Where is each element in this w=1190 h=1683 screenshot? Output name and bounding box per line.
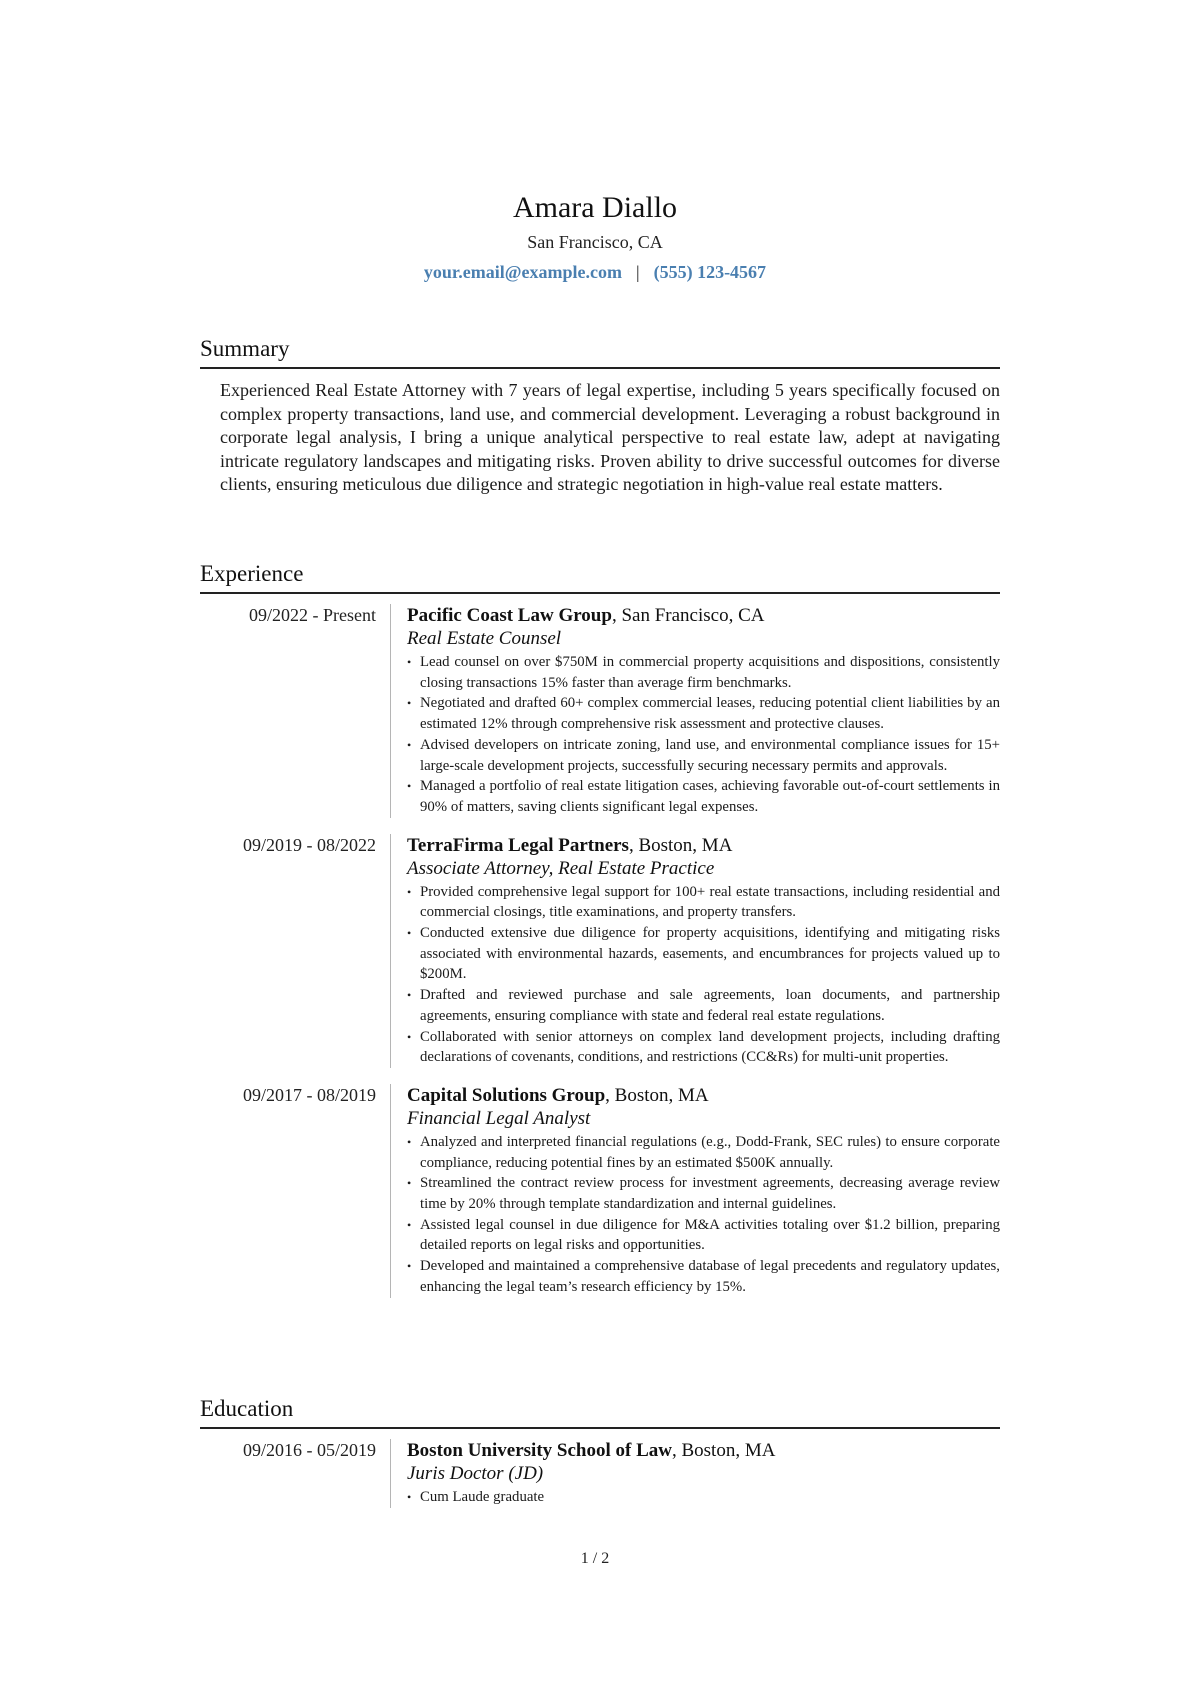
entry-body — [390, 1084, 1000, 1298]
experience-entry — [200, 1084, 1000, 1298]
entry-body — [390, 1439, 1000, 1508]
bullet-item: • Streamlined the contract review process for investment agreements, decreasing average review time by 20% through template standardization and internal guidelines. — [407, 1173, 1000, 1214]
bullet-item: • Developed and maintained a comprehensive database of legal precedents and regulatory updates, enhancing the legal team’s research efficiency by 15%. — [407, 1256, 1000, 1297]
entry-place: , Boston, MA — [671, 1440, 776, 1461]
bullet-item: • Conducted extensive due diligence for property acquisitions, identifying and mitigating risks associated with environmental hazards, easements, and encumbrances for projects valued up to $200M. — [407, 923, 1000, 985]
education-section — [200, 1394, 1000, 1508]
entry-organization: Pacific Coast Law Group — [407, 605, 612, 626]
entry-heading — [407, 834, 1000, 857]
entry-organization: Capital Solutions Group — [407, 1084, 606, 1106]
entry-organization: Boston University School of Law — [407, 1440, 672, 1461]
experience-section — [200, 559, 1000, 1298]
contact-separator: | — [635, 262, 640, 282]
summary-text: Experienced Real Estate Attorney with 7 years of legal expertise, including 5 years specifically focused on complex property transactions, land use, and commercial development. Leveraging a robust background in corporate legal analysis, I bring a unique analytical perspective to real estate law, adept at navigating intricate regulatory landscapes and mitigating risks. Proven ability to drive successful outcomes for diverse clients, ensuring meticulous due diligence and strategic negotiation in high-value real estate matters. — [220, 380, 1000, 494]
bullet-item: • Provided comprehensive legal support for 100+ real estate transactions, including residential and commercial closings, title examinations, and property transfers. — [407, 882, 1000, 923]
entry-organization: TerraFirma Legal Partners — [407, 834, 629, 856]
entry-bullets — [407, 882, 1000, 1068]
entry-date: 09/2022 - Present — [249, 605, 376, 625]
entry-date: 09/2016 - 05/2019 — [243, 1440, 376, 1460]
entry-body — [390, 604, 1000, 818]
resume-header — [0, 188, 1190, 286]
entry-body — [390, 834, 1000, 1068]
bullet-item: • Analyzed and interpreted financial regulations (e.g., Dodd-Frank, SEC rules) to ensure corporate compliance, reducing potential fines by an estimated $500K annually. — [407, 1132, 1000, 1173]
bullet-item: • Collaborated with senior attorneys on complex land development projects, including drafting declarations of covenants, conditions, and restrictions (CC&Rs) for multi-unit properties. — [407, 1027, 1000, 1068]
section-title-experience: Experience — [200, 561, 304, 586]
summary-section — [200, 334, 1000, 497]
section-title-education: Education — [200, 1396, 294, 1421]
entry-place: , Boston, MA — [628, 834, 733, 856]
entry-heading — [407, 1439, 1000, 1462]
entry-date: 09/2017 - 08/2019 — [243, 1084, 376, 1105]
phone-link[interactable]: (555) 123-4567 — [653, 262, 767, 282]
bullet-item: • Assisted legal counsel in due diligence for M&A activities totaling over $1.2 billion, preparing detailed reports on legal risks and opportunities. — [407, 1215, 1000, 1256]
candidate-location: San Francisco, CA — [527, 232, 663, 252]
section-divider — [200, 592, 1000, 594]
education-entry — [200, 1439, 1000, 1508]
entry-place: , San Francisco, CA — [611, 605, 765, 626]
entry-place: , Boston, MA — [605, 1084, 709, 1106]
entry-role: Associate Attorney, Real Estate Practice — [407, 857, 715, 879]
section-divider — [200, 367, 1000, 369]
contact-line — [0, 258, 1190, 286]
email-link[interactable]: your.email@example.com — [423, 262, 622, 282]
entry-bullets — [407, 652, 1000, 818]
bullet-item: • Drafted and reviewed purchase and sale agreements, loan documents, and partnership agreements, ensuring compliance with state and federal real estate regulations. — [407, 985, 1000, 1026]
entry-heading — [407, 604, 1000, 627]
section-title-summary: Summary — [200, 336, 290, 361]
experience-entry — [200, 834, 1000, 1068]
section-divider — [200, 1427, 1000, 1429]
entry-role: Financial Legal Analyst — [407, 1107, 591, 1129]
bullet-item: • Advised developers on intricate zoning, land use, and environmental compliance issues for 15+ large-scale development projects, successfully securing necessary permits and approvals. — [407, 735, 1000, 776]
bullet-item: • Lead counsel on over $750M in commercial property acquisitions and dispositions, consistently closing transactions 15% faster than average firm benchmarks. — [407, 652, 1000, 693]
experience-entry — [200, 604, 1000, 818]
entry-heading — [407, 1084, 1000, 1107]
bullet-item: • Managed a portfolio of real estate litigation cases, achieving favorable out-of-court settlements in 90% of matters, saving clients significant legal expenses. — [407, 776, 1000, 817]
bullet-item: • Negotiated and drafted 60+ complex commercial leases, reducing potential client liabilities by an estimated 12% through comprehensive risk assessment and protective clauses. — [407, 693, 1000, 734]
page-number: 1 / 2 — [580, 1550, 610, 1567]
entry-bullets — [407, 1487, 1000, 1508]
entry-role: Real Estate Counsel — [407, 628, 562, 649]
entry-bullets — [407, 1132, 1000, 1298]
entry-date: 09/2019 - 08/2022 — [243, 834, 376, 855]
candidate-name: Amara Diallo — [512, 191, 678, 224]
entry-role: Juris Doctor (JD) — [407, 1463, 544, 1484]
bullet-item: • Cum Laude graduate — [407, 1487, 1000, 1508]
